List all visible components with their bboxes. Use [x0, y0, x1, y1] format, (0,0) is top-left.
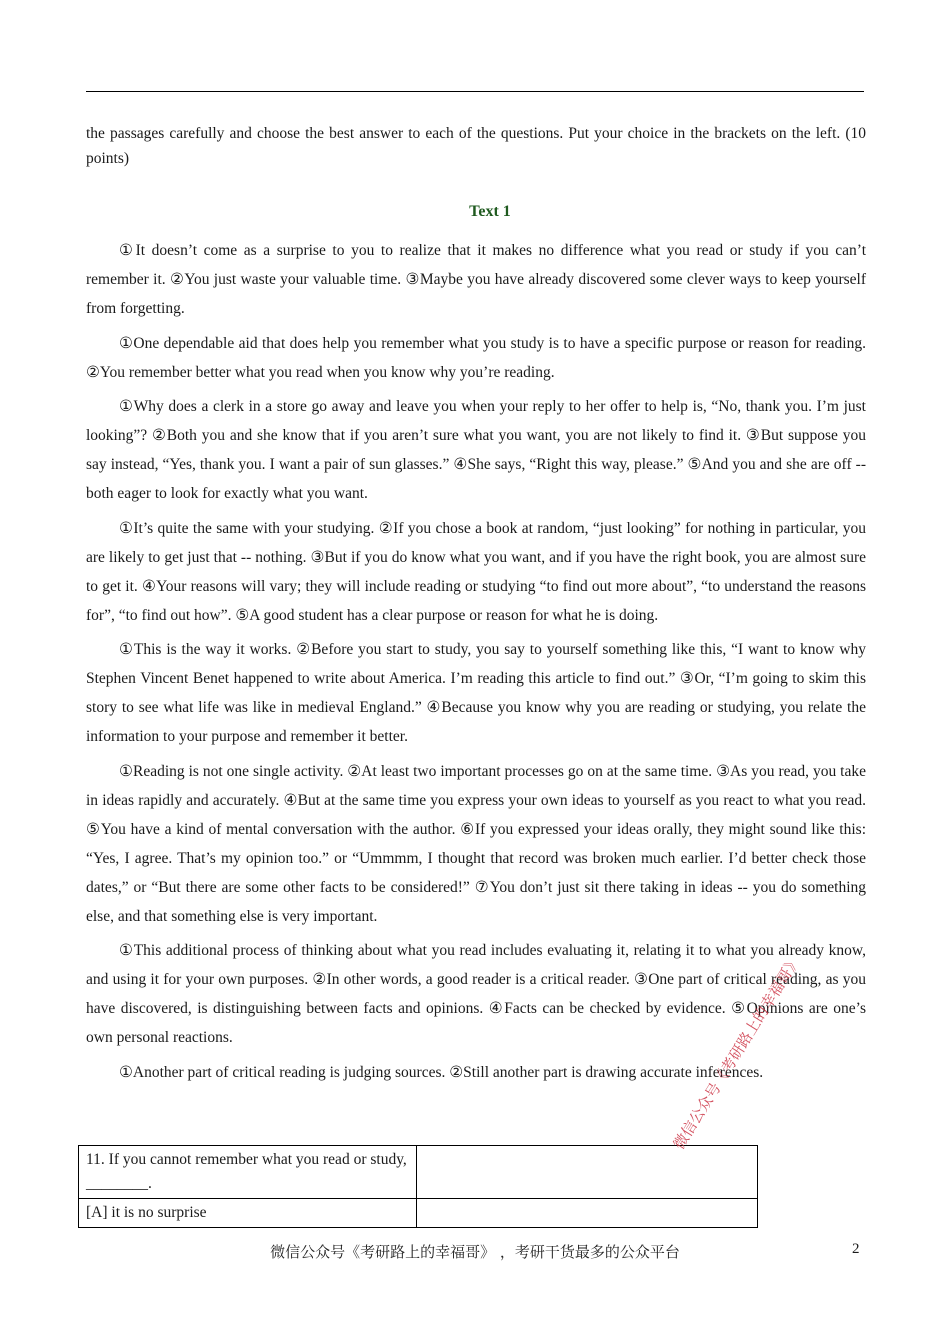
paragraph: ①It’s quite the same with your studying. ②If you chose a book at random, “just looking” for nothing in particular, you are likely to get just that -- nothing. ③But if you do know what you want, and if you have the right book, you are almost sure to get it. ④Your reasons will vary; they will include reading or studying “to find out more about”, “to understand the reasons for”, “to find out how”. ⑤A good student has a clear purpose or reason for what he is doing. [86, 519, 866, 624]
paragraph: ①It doesn’t come as a surprise to you to realize that it makes no difference what you read or study if you can’t remember it. ②You just waste your valuable time. ③Maybe you have already discovered some clever ways to keep yourself from forgetting. [86, 242, 866, 317]
header-rule [86, 91, 864, 92]
passage-body [86, 236, 866, 1092]
paragraph: ①One dependable aid that does help you remember what you study is to have a specific purpose or reason for reading. ②You remember better what you read when you know why you’re reading. [86, 334, 866, 381]
paragraph: ①Another part of critical reading is judging sources. ②Still another part is drawing accurate inferences. [119, 1063, 764, 1081]
empty-cell [417, 1146, 758, 1199]
page-number: 2 [852, 1241, 860, 1257]
section-title: Text 1 [469, 203, 511, 220]
watermark-stamp: 微信公众号《考研路上的幸福哥》 [669, 952, 805, 1153]
paragraph: ①This additional process of thinking about what you read includes evaluating it, relating it to what you already know, and using it for your own purposes. ②In other words, a good reader is a critical reader. ③One part of critical reading, as you have discovered, is distinguishing between facts and opinions. ④Facts can be checked by evidence. ⑤Opinions are one’s own personal reactions. [86, 942, 866, 1046]
table-row [79, 1146, 758, 1199]
page-footer: 微信公众号《考研路上的幸福哥》 ，考研干货最多的公众平台 [270, 1243, 680, 1261]
option-cell: [A] it is no surprise [79, 1199, 417, 1228]
table-row [79, 1199, 758, 1228]
paragraph: ①Reading is not one single activity. ②At least two important processes go on at the same time. ③As you read, you take in ideas rapidly and accurately. ④But at the same time you express your own ideas to yourself as you react to what you read. ⑤You have a kind of mental conversation with the author. ⑥If you expressed your ideas orally, they might sound like this: “Yes, I agree. That’s my opinion too.” or “Ummmm, I thought that record was broken much earlier. I’d better check those dates,” or “But there are some other facts to be considered!” ⑦You don’t just sit there taking in ideas -- you do something else, and that something else is very important. [86, 762, 866, 925]
instructions-text: the passages carefully and choose the best answer to each of the questions. Put your choice in the brackets on the left. (10 points) [86, 125, 866, 167]
empty-cell [417, 1199, 758, 1228]
paragraph: ①Why does a clerk in a store go away and leave you when your reply to her offer to help is, “No, thank you. I’m just looking”? ②Both you and she know that if you aren’t sure what you want, you are not likely to find it. ③But suppose you say instead, “Yes, thank you. I want a pair of sun glasses.” ④She says, “Right this way, please.” ⑤And you and she are off -- both eager to look for exactly what you want. [86, 398, 866, 502]
question-cell: 11. If you cannot remember what you read or study, ________. [79, 1146, 417, 1199]
paragraph: ①This is the way it works. ②Before you start to study, you say to yourself something like this, “I want to know why Stephen Vincent Benet happened to write about America. I’m reading this article to find out.” ③Or, “I’m going to skim this story to see what life was like in medieval England.” ④Because you know why you are reading or studying, you relate the information to your purpose and remember it better. [86, 641, 866, 745]
question-table [78, 1145, 758, 1228]
